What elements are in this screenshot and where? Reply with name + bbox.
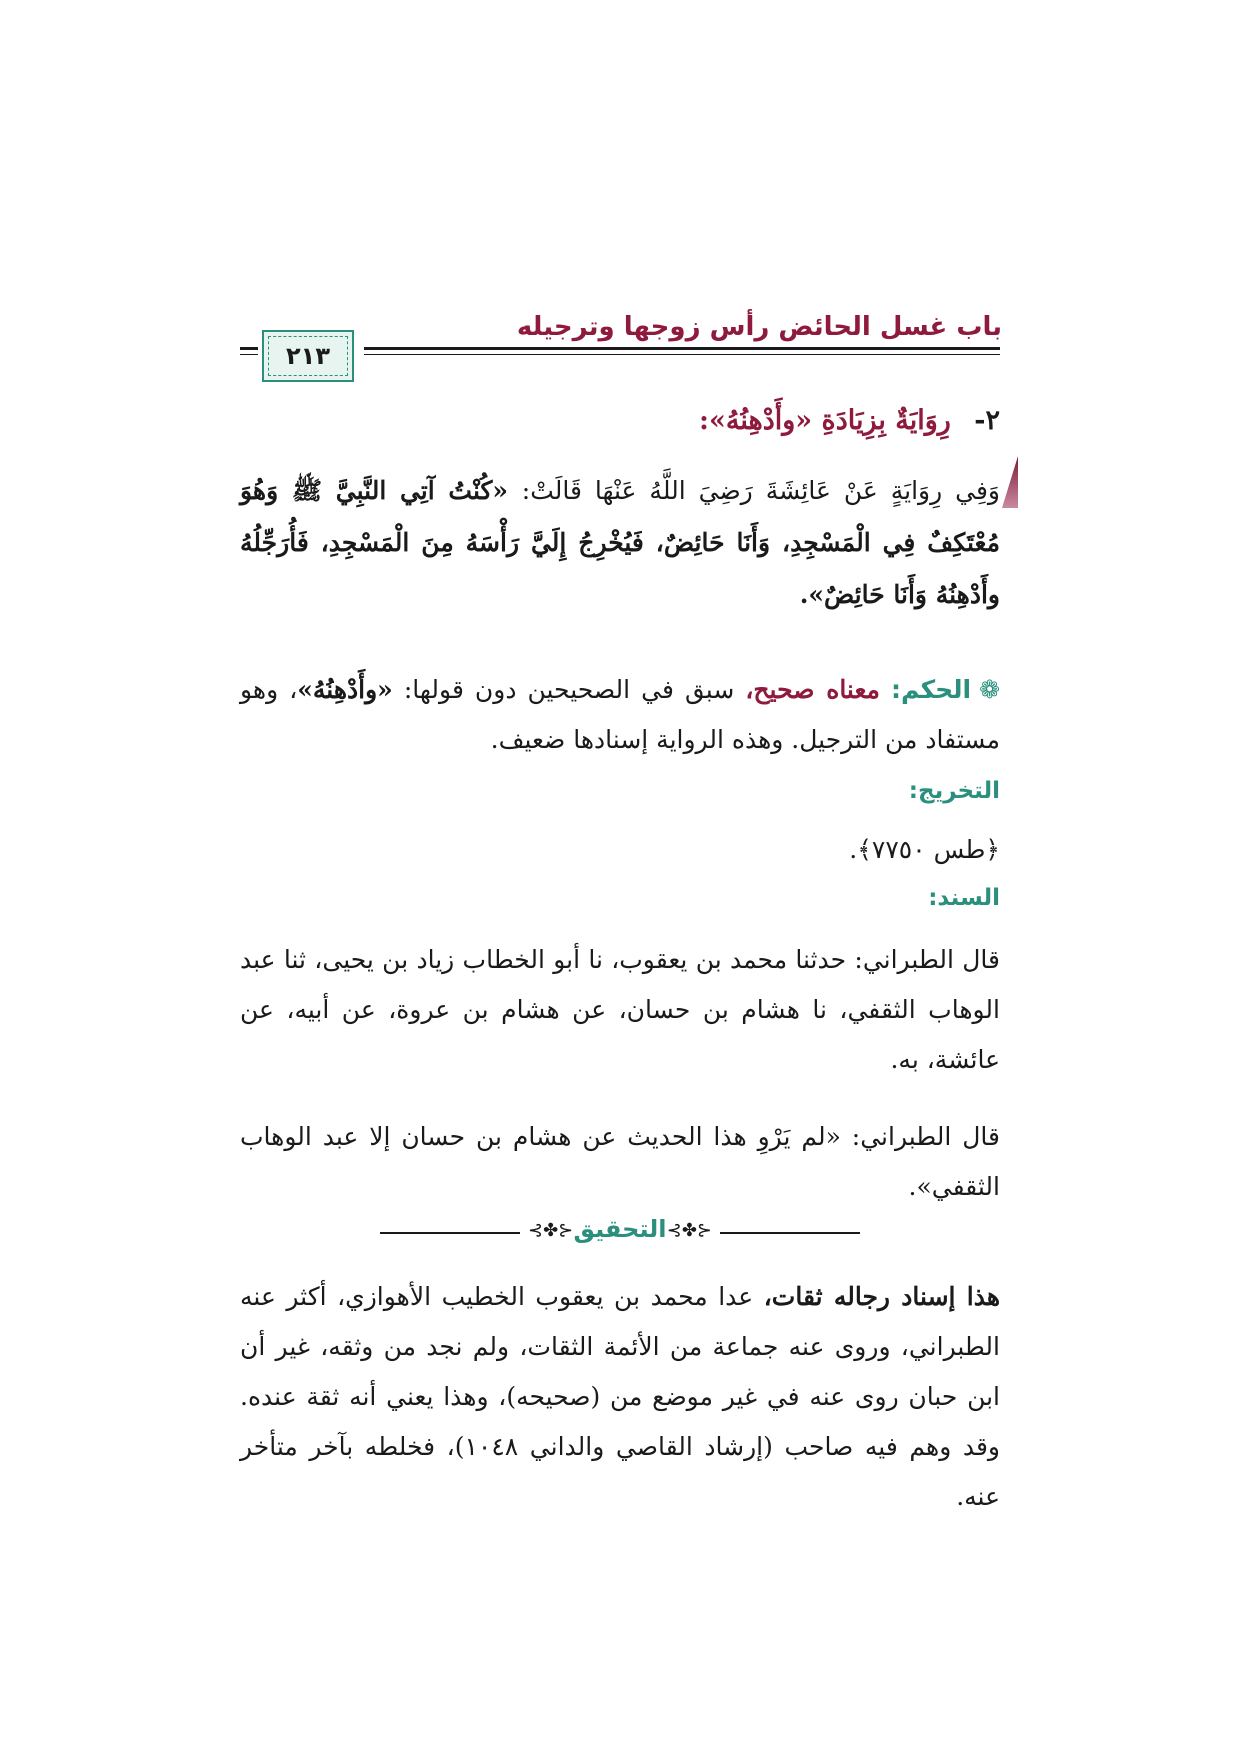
tahqiq-divider: [380, 1215, 860, 1251]
divider-ornament-left-icon: ⊰✤⊱: [528, 1220, 574, 1241]
hukm-quoted: «وأَدْهِنُهُ»: [297, 675, 393, 704]
tahqiq-paragraph: [240, 1272, 1000, 1522]
tabarani-note: قال الطبراني: «لم يَرْوِ هذا الحديث عن هشام بن حسان إلا عبد الوهاب الثقفي».: [240, 1122, 1000, 1201]
header-rule-right: [364, 347, 1000, 350]
sanad-label: السند:: [928, 885, 1000, 911]
page-number: ٢١٣: [286, 342, 330, 370]
sanad-text: قال الطبراني: حدثنا محمد بن يعقوب، نا أبو الخطاب زياد بن يحيى، ثنا عبد الوهاب الثقفي، نا هشام بن حسان، عن هشام بن عروة، عن أبيه، عن عائشة، به.: [240, 945, 1000, 1074]
section-title: رِوَايَةٌ بِزِيَادَةِ «وأَدْهِنُهُ»:: [699, 405, 951, 436]
header-rule-right-thin: [364, 354, 1000, 355]
page-number-badge: [262, 330, 354, 382]
flower-ornament-icon: ❁: [979, 675, 1001, 704]
tahqiq-lead: هذا إسناد رجاله ثقات،: [763, 1282, 1000, 1311]
hadith-text: [240, 465, 1000, 621]
divider-ornament-right-icon: ⊰✤⊱: [666, 1220, 712, 1241]
hukm-label: الحكم:: [890, 675, 972, 704]
hukm-paragraph: [240, 665, 1000, 765]
hukm-text-before: سبق في الصحيحين دون قولها:: [403, 675, 735, 704]
chapter-title: باب غسل الحائض رأس زوجها وترجيله: [516, 312, 1002, 342]
divider-title: التحقيق: [573, 1215, 667, 1243]
section-heading: [400, 405, 1000, 436]
divider-line-right: [720, 1232, 860, 1234]
takhrij-reference: ﴿طس ٧٧٥٠﴾.: [849, 835, 1000, 864]
hukm-text-after: ، وهو مستفاد من الترجيل. وهذه الرواية إسنادها ضعيف.: [240, 675, 1000, 754]
hukm-verdict: معناه صحيح،: [745, 675, 880, 704]
section-number: ٢-: [974, 405, 1000, 436]
header-rule-left-thin: [240, 354, 258, 355]
corner-ornament-icon: [1002, 456, 1018, 508]
header-rule-left: [240, 347, 258, 350]
takhrij-label: التخريج:: [908, 778, 1000, 804]
tahqiq-text: عدا محمد بن يعقوب الخطيب الأهوازي، أكثر عنه الطبراني، وروى عنه جماعة من الأئمة الثقات، ولم نجد من وثقه، غير أن ابن حبان روى عنه في غير موضع من (صحيحه)، وهذا يعني أنه ثقة عنده. وقد وهم فيه صاحب (إرشاد القاصي والداني ١٠٤٨)، فخلطه بآخر متأخر عنه.: [240, 1282, 1000, 1511]
hadith-body: «كُنْتُ آتِي النَّبِيَّ ﷺ وَهُوَ مُعْتَكِفٌ فِي الْمَسْجِدِ، وَأَنَا حَائِضٌ، فَيُخْرِجُ إِلَيَّ رَأْسَهُ مِنَ الْمَسْجِدِ، فَأُرَجِّلُهُ وأَدْهِنُهُ وَأَنَا حَائِضٌ».: [240, 476, 1000, 609]
hadith-lead: وَفِي رِوَايَةٍ عَنْ عَائِشَةَ رَضِيَ اللَّهُ عَنْهَا قَالَتْ:: [521, 476, 1000, 505]
